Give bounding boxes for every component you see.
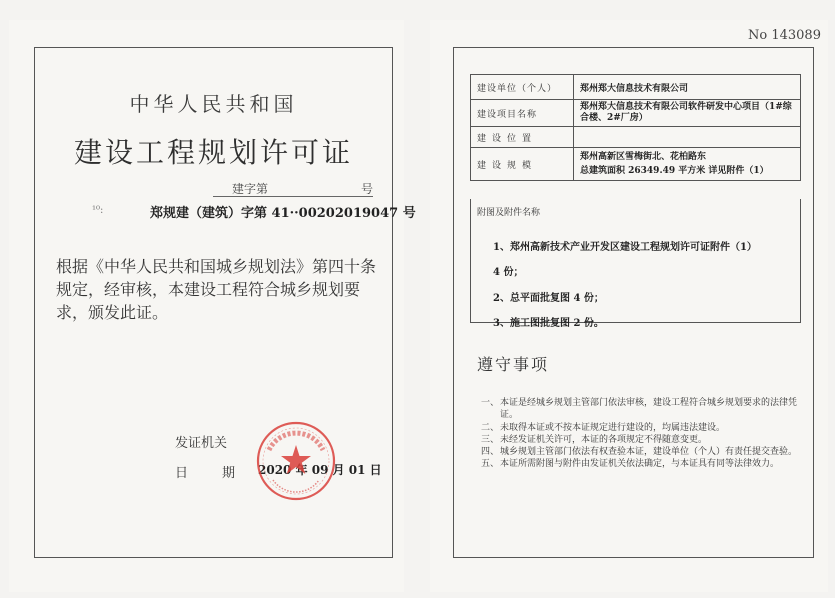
scan-mark: ¹⁰: (92, 205, 104, 216)
attachment-item: 3、施工图批复图 2 份。 (493, 318, 604, 329)
project-info-table (470, 74, 801, 181)
notice-text: 本证是经城乡规划主管部门依法审核，建设工程符合城乡规划要求的法律凭证。 (500, 398, 798, 421)
jianzi-label: 建字第 (232, 182, 269, 196)
notice-text: 未经发证机关许可，本证的各项规定不得随意变更。 (500, 434, 708, 445)
table-row (471, 127, 801, 148)
permit-number: 郑规建（建筑）字第 41··00202019047 号 (150, 206, 416, 221)
notice-number: 一、 (481, 398, 500, 408)
notice-text: 城乡规划主管部门依法有权查验本证，建设单位（个人）有责任提交查验。 (500, 447, 798, 458)
date-label-char-1: 日 (175, 466, 189, 481)
table-label: 建设位置 (471, 127, 574, 148)
issue-date: 2020 年 09 月 01 日 (258, 463, 382, 477)
date-label-char-2: 期 (221, 466, 235, 481)
notice-text: 本证所需附图与附件由发证机关依法确定，与本证具有同等法律效力。 (500, 459, 780, 470)
notice-text: 未取得本证或不按本证规定进行建设的，均属违法建设。 (500, 422, 726, 433)
official-seal-icon (255, 420, 337, 502)
date-label (175, 462, 235, 481)
table-label: 建设项目名称 (471, 100, 574, 127)
attachment-item: 4 份； (493, 267, 524, 278)
attachment-item: 2、总平面批复图 4 份； (493, 293, 604, 304)
attachments-label: 附图及附件名称 (477, 208, 541, 218)
company-value: 郑州郑大信息技术有限公司 (574, 75, 801, 100)
project-name-value: 郑州郑大信息技术有限公司软件研发中心项目（1#综合楼、2#厂房） (574, 100, 801, 127)
notice-number: 三、 (481, 434, 500, 445)
list-item (481, 422, 799, 434)
list-item (481, 458, 799, 470)
scale-location-line: 郑州高新区雪梅街北、花柏路东 (580, 152, 707, 162)
notice-list (481, 397, 799, 471)
attachment-item: 1、郑州高新技术产业开发区建设工程规划许可证附件（1） (493, 242, 757, 253)
certificate-body-text: 根据《中华人民共和国城乡规划法》第四十条规定，经审核，本建设工程符合城乡规划要求，颁发此证。 (56, 257, 377, 322)
table-label: 建设规模 (471, 148, 574, 181)
notice-number: 四、 (481, 447, 500, 458)
list-item (481, 397, 799, 422)
issuer-label: 发证机关 (175, 436, 228, 451)
table-row (471, 100, 801, 127)
notice-title: 遵守事项 (477, 355, 550, 374)
hao-label: 号 (361, 182, 374, 196)
list-item (481, 446, 799, 458)
serial-number: No 143089 (748, 28, 821, 43)
country-heading: 中华人民共和国 (129, 92, 298, 116)
certificate-title: 建设工程规划许可证 (73, 136, 353, 169)
list-item (481, 434, 799, 446)
scale-value (574, 148, 801, 181)
table-row (471, 148, 801, 181)
scale-area-line: 总建筑面积 26349.49 平方米 详见附件（1） (580, 166, 769, 176)
location-value (574, 127, 801, 148)
notice-number: 五、 (481, 459, 500, 470)
notice-number: 二、 (481, 422, 500, 433)
table-row (471, 75, 801, 100)
table-label: 建设单位（个人） (471, 75, 574, 100)
